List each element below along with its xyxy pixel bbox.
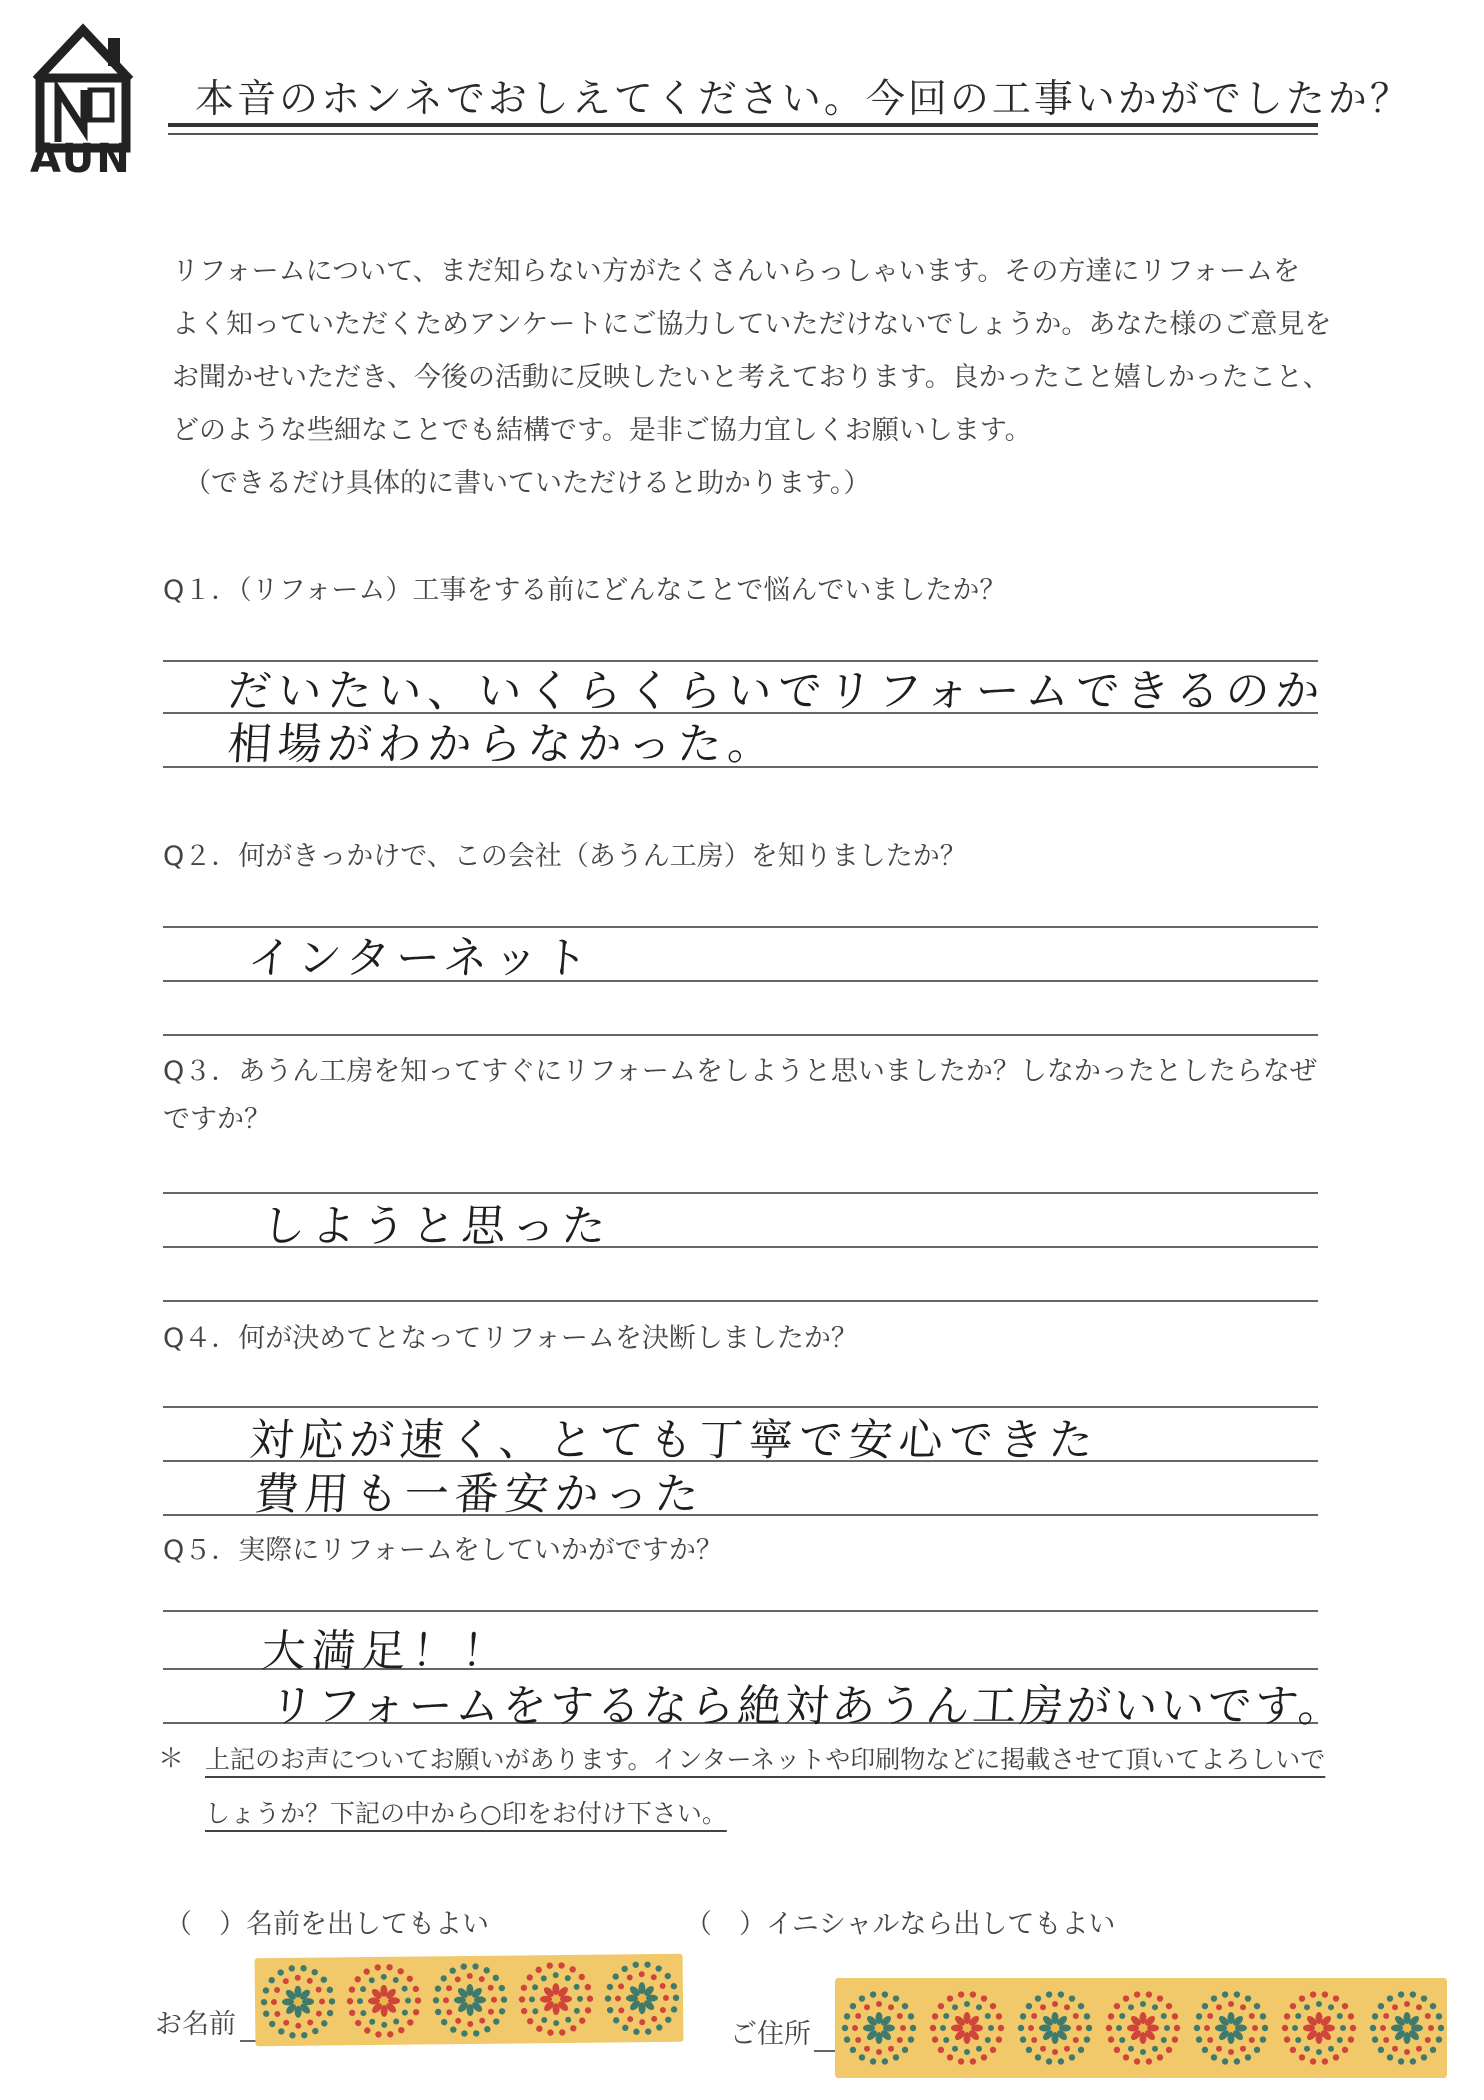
- flower-pattern-icon: [1194, 1991, 1268, 2064]
- q3-answer-1: しようと思った: [259, 1201, 614, 1252]
- address-label: ご住所: [730, 2019, 811, 2050]
- answer-line: [163, 1300, 1318, 1302]
- flower-pattern-icon: [1282, 1991, 1356, 2064]
- address-redaction-tape: [835, 1978, 1447, 2078]
- question-3: Q３．あうん工房を知ってすぐにリフォームをしようと思いましたか？しなかったとしたらなぜですか？: [163, 1056, 1317, 1135]
- intro-line: （できるだけ具体的に書いていただけると助かります。）: [184, 468, 871, 499]
- q4-answer-2: 費用も一番安かった: [252, 1469, 707, 1520]
- intro-text: [172, 245, 1337, 510]
- choice-initial-ok[interactable]: （ ）イニシャルなら出してもよい: [685, 1909, 1116, 1940]
- q5-answer-1: 大満足！！: [259, 1626, 514, 1677]
- q1-answer-1: だいたい、いくらくらいでリフォームできるのか: [225, 666, 1328, 717]
- intro-line: お聞かせいただき、今後の活動に反映したいと考えております。良かったこと嬉しかったこと、: [172, 362, 1330, 393]
- flower-pattern-icon: [1370, 1991, 1444, 2064]
- name-redaction-tape: [255, 1954, 684, 2046]
- logo-text: AUN: [30, 136, 132, 182]
- flower-pattern-icon: [518, 1962, 593, 2036]
- notice-line-1: 上記のお声についてお願いがあります。インターネットや印刷物などに掲載させて頂いてよろしいで: [205, 1745, 1326, 1774]
- flower-pattern-icon: [260, 1965, 335, 2039]
- question-4: Q４．何が決めてとなってリフォームを決断しましたか？: [163, 1323, 858, 1354]
- flower-pattern-icon: [432, 1963, 507, 2037]
- q5-answer-2: リフォームをするなら絶対あうん工房がいいです。: [267, 1681, 1347, 1732]
- question-2: Q２．何がきっかけで、この会社（あうん工房）を知りましたか？: [163, 841, 967, 872]
- q1-answer-2: 相場がわからなかった。: [225, 719, 780, 770]
- answer-line: [163, 1610, 1318, 1612]
- notice-line-2: しょうか？下記の中から○印をお付け下さい。: [205, 1799, 727, 1828]
- notice-star: ＊: [158, 1744, 185, 1774]
- q2-answer-1: インターネット: [245, 933, 596, 984]
- intro-line: よく知っていただくためアンケートにご協力していただけないでしょうか。あなた様のご意見を: [172, 309, 1332, 340]
- flower-pattern-icon: [842, 1991, 916, 2064]
- title-underline-thin: [168, 133, 1318, 135]
- flower-pattern-icon: [930, 1991, 1004, 2064]
- title-underline: [168, 123, 1318, 127]
- flower-pattern-icon: [346, 1964, 421, 2038]
- flower-pattern-icon: [1018, 1991, 1092, 2064]
- answer-line: [163, 1034, 1318, 1036]
- page-title: 本音のホンネでおしえてください。今回の工事いかがでしたか？: [195, 77, 1412, 122]
- choice-name-ok[interactable]: （ ）名前を出してもよい: [165, 1909, 489, 1940]
- intro-line: どのような些細なことでも結構です。是非ご協力宜しくお願いします。: [172, 415, 1032, 446]
- flower-pattern-icon: [604, 1961, 679, 2035]
- flower-pattern-icon: [1106, 1991, 1180, 2064]
- question-1: Q１．（リフォーム）工事をする前にどんなことで悩んでいましたか？: [163, 575, 1007, 606]
- intro-line: リフォームについて、まだ知らない方がたくさんいらっしゃいます。その方達にリフォームを: [172, 256, 1301, 287]
- question-5: Q５．実際にリフォームをしていかがですか？: [163, 1535, 723, 1566]
- q4-answer-1: 対応が速く、とても丁寧で安心できた: [247, 1415, 1101, 1466]
- name-label: お名前: [155, 2009, 236, 2040]
